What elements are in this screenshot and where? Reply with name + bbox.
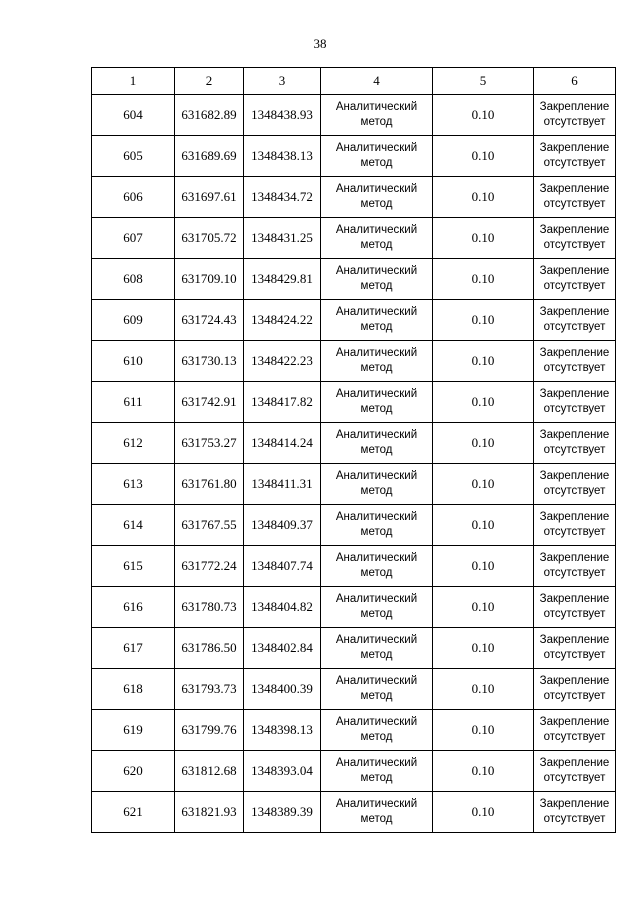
accuracy-value: 0.10 [433, 423, 534, 464]
method-line-2: метод [360, 403, 393, 415]
method-line-2: метод [360, 485, 393, 497]
page-number: 38 [313, 36, 327, 51]
fixing-cell [534, 669, 616, 710]
table-row [92, 177, 616, 218]
fixing-line-1: Закрепление [539, 675, 610, 687]
fixing-line-2: отсутствует [543, 772, 606, 784]
fixing-line-1: Закрепление [539, 634, 610, 646]
table-row [92, 341, 616, 382]
fixing-line-2: отсутствует [543, 731, 606, 743]
method-cell [321, 218, 433, 259]
fixing-line-2: отсутствует [543, 362, 606, 374]
fixing-line-1: Закрепление [539, 470, 610, 482]
accuracy-value: 0.10 [433, 136, 534, 177]
point-number: 618 [92, 669, 175, 710]
point-number: 606 [92, 177, 175, 218]
coordinates-table [91, 67, 616, 833]
coordinate-y: 1348431.25 [244, 218, 321, 259]
coordinate-y: 1348434.72 [244, 177, 321, 218]
fixing-cell [534, 95, 616, 136]
method-line-1: Аналитический [335, 552, 418, 564]
table-row [92, 710, 616, 751]
coordinate-y: 1348417.82 [244, 382, 321, 423]
accuracy-value: 0.10 [433, 669, 534, 710]
table-row [92, 382, 616, 423]
method-line-1: Аналитический [335, 470, 418, 482]
fixing-line-1: Закрепление [539, 101, 610, 113]
accuracy-value: 0.10 [433, 259, 534, 300]
fixing-cell [534, 382, 616, 423]
method-cell [321, 259, 433, 300]
column-header-4: 4 [321, 68, 433, 95]
accuracy-value: 0.10 [433, 464, 534, 505]
table-row [92, 300, 616, 341]
method-line-2: метод [360, 444, 393, 456]
method-cell [321, 423, 433, 464]
method-line-1: Аналитический [335, 798, 418, 810]
table-body [92, 95, 616, 833]
table-row [92, 259, 616, 300]
coordinate-y: 1348429.81 [244, 259, 321, 300]
point-number: 612 [92, 423, 175, 464]
accuracy-value: 0.10 [433, 95, 534, 136]
accuracy-value: 0.10 [433, 218, 534, 259]
point-number: 621 [92, 792, 175, 833]
fixing-cell [534, 423, 616, 464]
method-line-2: метод [360, 198, 393, 210]
fixing-line-2: отсутствует [543, 649, 606, 661]
fixing-cell [534, 464, 616, 505]
coordinate-y: 1348424.22 [244, 300, 321, 341]
method-line-2: метод [360, 649, 393, 661]
table-row [92, 505, 616, 546]
table-header-row [92, 68, 616, 95]
fixing-line-1: Закрепление [539, 142, 610, 154]
coordinate-y: 1348402.84 [244, 628, 321, 669]
point-number: 609 [92, 300, 175, 341]
table-row [92, 423, 616, 464]
method-cell [321, 464, 433, 505]
table-row [92, 751, 616, 792]
fixing-cell [534, 628, 616, 669]
fixing-line-2: отсутствует [543, 280, 606, 292]
method-cell [321, 95, 433, 136]
coordinate-y: 1348409.37 [244, 505, 321, 546]
point-number: 607 [92, 218, 175, 259]
coordinate-x: 631793.73 [175, 669, 244, 710]
method-cell [321, 382, 433, 423]
accuracy-value: 0.10 [433, 792, 534, 833]
coordinate-y: 1348411.31 [244, 464, 321, 505]
coordinate-y: 1348407.74 [244, 546, 321, 587]
coordinate-x: 631812.68 [175, 751, 244, 792]
fixing-line-1: Закрепление [539, 347, 610, 359]
point-number: 614 [92, 505, 175, 546]
method-cell [321, 587, 433, 628]
fixing-cell [534, 792, 616, 833]
table-row [92, 628, 616, 669]
coordinate-x: 631730.13 [175, 341, 244, 382]
accuracy-value: 0.10 [433, 382, 534, 423]
method-cell [321, 669, 433, 710]
accuracy-value: 0.10 [433, 587, 534, 628]
method-line-1: Аналитический [335, 265, 418, 277]
method-line-2: метод [360, 772, 393, 784]
method-line-1: Аналитический [335, 183, 418, 195]
fixing-cell [534, 587, 616, 628]
accuracy-value: 0.10 [433, 751, 534, 792]
point-number: 615 [92, 546, 175, 587]
fixing-cell [534, 341, 616, 382]
accuracy-value: 0.10 [433, 505, 534, 546]
method-line-1: Аналитический [335, 634, 418, 646]
method-cell [321, 136, 433, 177]
fixing-line-2: отсутствует [543, 690, 606, 702]
method-line-1: Аналитический [335, 675, 418, 687]
fixing-cell [534, 751, 616, 792]
method-cell [321, 751, 433, 792]
method-line-2: метод [360, 239, 393, 251]
method-line-1: Аналитический [335, 511, 418, 523]
fixing-line-1: Закрепление [539, 757, 610, 769]
column-header-3: 3 [244, 68, 321, 95]
fixing-line-2: отсутствует [543, 157, 606, 169]
fixing-line-2: отсутствует [543, 321, 606, 333]
column-header-6: 6 [534, 68, 616, 95]
method-line-2: метод [360, 116, 393, 128]
fixing-line-1: Закрепление [539, 224, 610, 236]
fixing-line-1: Закрепление [539, 265, 610, 277]
coordinate-x: 631767.55 [175, 505, 244, 546]
fixing-line-1: Закрепление [539, 183, 610, 195]
method-line-2: метод [360, 321, 393, 333]
coordinate-y: 1348400.39 [244, 669, 321, 710]
table-row [92, 669, 616, 710]
fixing-line-2: отсутствует [543, 198, 606, 210]
method-line-2: метод [360, 690, 393, 702]
fixing-cell [534, 300, 616, 341]
fixing-line-1: Закрепление [539, 552, 610, 564]
method-line-2: метод [360, 157, 393, 169]
fixing-line-2: отсутствует [543, 813, 606, 825]
method-line-2: метод [360, 280, 393, 292]
fixing-line-1: Закрепление [539, 716, 610, 728]
coordinate-x: 631709.10 [175, 259, 244, 300]
coordinate-x: 631682.89 [175, 95, 244, 136]
fixing-cell [534, 546, 616, 587]
accuracy-value: 0.10 [433, 300, 534, 341]
method-line-1: Аналитический [335, 716, 418, 728]
point-number: 616 [92, 587, 175, 628]
method-line-1: Аналитический [335, 388, 418, 400]
coordinate-y: 1348393.04 [244, 751, 321, 792]
method-line-1: Аналитический [335, 142, 418, 154]
method-line-2: метод [360, 731, 393, 743]
coordinate-x: 631799.76 [175, 710, 244, 751]
method-cell [321, 341, 433, 382]
fixing-line-2: отсутствует [543, 116, 606, 128]
fixing-line-2: отсутствует [543, 526, 606, 538]
method-cell [321, 177, 433, 218]
accuracy-value: 0.10 [433, 546, 534, 587]
point-number: 617 [92, 628, 175, 669]
fixing-cell [534, 710, 616, 751]
accuracy-value: 0.10 [433, 710, 534, 751]
fixing-line-2: отсутствует [543, 403, 606, 415]
fixing-cell [534, 218, 616, 259]
coordinate-y: 1348389.39 [244, 792, 321, 833]
coordinate-y: 1348438.93 [244, 95, 321, 136]
method-line-1: Аналитический [335, 347, 418, 359]
method-line-2: метод [360, 567, 393, 579]
coordinate-y: 1348438.13 [244, 136, 321, 177]
fixing-line-1: Закрепление [539, 388, 610, 400]
fixing-line-2: отсутствует [543, 567, 606, 579]
fixing-cell [534, 177, 616, 218]
method-line-1: Аналитический [335, 429, 418, 441]
coordinate-x: 631689.69 [175, 136, 244, 177]
method-cell [321, 628, 433, 669]
method-line-2: метод [360, 813, 393, 825]
fixing-line-1: Закрепление [539, 798, 610, 810]
point-number: 604 [92, 95, 175, 136]
method-line-1: Аналитический [335, 593, 418, 605]
accuracy-value: 0.10 [433, 177, 534, 218]
fixing-cell [534, 505, 616, 546]
table-row [92, 218, 616, 259]
coordinate-x: 631821.93 [175, 792, 244, 833]
fixing-line-2: отсутствует [543, 444, 606, 456]
coordinate-x: 631705.72 [175, 218, 244, 259]
fixing-line-1: Закрепление [539, 306, 610, 318]
coordinate-x: 631697.61 [175, 177, 244, 218]
method-line-1: Аналитический [335, 101, 418, 113]
point-number: 620 [92, 751, 175, 792]
table-row [92, 792, 616, 833]
method-line-1: Аналитический [335, 306, 418, 318]
table-row [92, 136, 616, 177]
coordinate-x: 631761.80 [175, 464, 244, 505]
coordinate-x: 631786.50 [175, 628, 244, 669]
table-row [92, 546, 616, 587]
column-header-1: 1 [92, 68, 175, 95]
method-line-1: Аналитический [335, 224, 418, 236]
fixing-cell [534, 259, 616, 300]
coordinate-x: 631780.73 [175, 587, 244, 628]
column-header-5: 5 [433, 68, 534, 95]
point-number: 605 [92, 136, 175, 177]
point-number: 610 [92, 341, 175, 382]
coordinate-y: 1348414.24 [244, 423, 321, 464]
table-row [92, 464, 616, 505]
point-number: 619 [92, 710, 175, 751]
point-number: 611 [92, 382, 175, 423]
point-number: 608 [92, 259, 175, 300]
accuracy-value: 0.10 [433, 341, 534, 382]
method-cell [321, 792, 433, 833]
column-header-2: 2 [175, 68, 244, 95]
coordinate-x: 631724.43 [175, 300, 244, 341]
method-cell [321, 505, 433, 546]
method-cell [321, 710, 433, 751]
coordinate-x: 631772.24 [175, 546, 244, 587]
fixing-line-1: Закрепление [539, 593, 610, 605]
fixing-line-2: отсутствует [543, 239, 606, 251]
table-row [92, 587, 616, 628]
coordinate-y: 1348398.13 [244, 710, 321, 751]
fixing-line-1: Закрепление [539, 511, 610, 523]
coordinate-y: 1348422.23 [244, 341, 321, 382]
fixing-cell [534, 136, 616, 177]
fixing-line-2: отсутствует [543, 485, 606, 497]
coordinate-x: 631742.91 [175, 382, 244, 423]
method-cell [321, 300, 433, 341]
point-number: 613 [92, 464, 175, 505]
fixing-line-2: отсутствует [543, 608, 606, 620]
method-cell [321, 546, 433, 587]
coordinate-x: 631753.27 [175, 423, 244, 464]
method-line-1: Аналитический [335, 757, 418, 769]
table-row [92, 95, 616, 136]
method-line-2: метод [360, 608, 393, 620]
method-line-2: метод [360, 526, 393, 538]
fixing-line-1: Закрепление [539, 429, 610, 441]
accuracy-value: 0.10 [433, 628, 534, 669]
coordinate-y: 1348404.82 [244, 587, 321, 628]
method-line-2: метод [360, 362, 393, 374]
